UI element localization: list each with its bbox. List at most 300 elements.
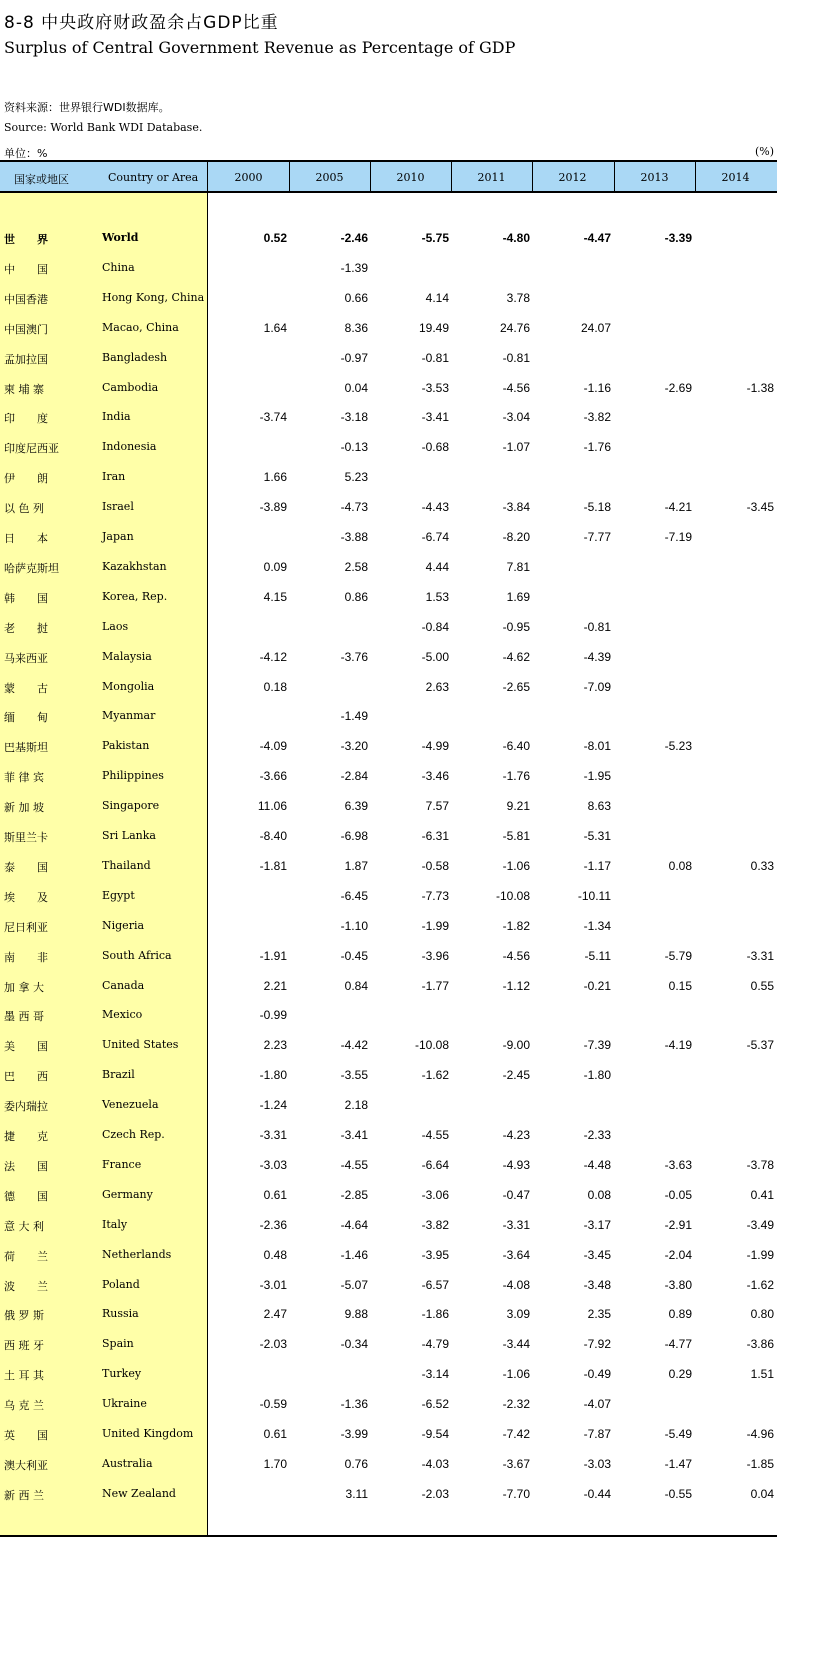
value-cell-2005: -1.39 bbox=[340, 261, 368, 275]
header-year: 2011 bbox=[477, 171, 506, 184]
value-cell-2005: -3.76 bbox=[340, 650, 368, 664]
value-cell-2005: 3.11 bbox=[345, 1487, 368, 1501]
value-cell-2000: -2.36 bbox=[259, 1218, 287, 1232]
value-cell-2012: -7.39 bbox=[583, 1038, 611, 1052]
country-name-cn: 澳大利亚 bbox=[4, 1459, 48, 1472]
table-row bbox=[0, 826, 777, 846]
country-name-en: India bbox=[102, 410, 131, 423]
country-name-cn: 日 本 bbox=[4, 532, 48, 545]
country-name-cn: 法 国 bbox=[4, 1160, 48, 1173]
value-cell-2010: -2.03 bbox=[421, 1487, 449, 1501]
country-name-en: Netherlands bbox=[102, 1248, 172, 1261]
value-cell-2013: -4.77 bbox=[664, 1337, 692, 1351]
country-name-cn: 韩 国 bbox=[4, 592, 48, 605]
value-cell-2000: 0.18 bbox=[263, 680, 287, 694]
country-name-en: Malaysia bbox=[102, 650, 152, 663]
value-cell-2014: -3.78 bbox=[746, 1158, 774, 1172]
country-name-en: Australia bbox=[102, 1457, 153, 1470]
value-cell-2013: 0.08 bbox=[668, 859, 692, 873]
value-cell-2011: -1.07 bbox=[502, 440, 530, 454]
value-cell-2012: -3.17 bbox=[583, 1218, 611, 1232]
value-cell-2010: -4.55 bbox=[421, 1128, 449, 1142]
value-cell-2011: -4.23 bbox=[502, 1128, 530, 1142]
table-row bbox=[0, 1394, 777, 1414]
value-cell-2010: -3.82 bbox=[421, 1218, 449, 1232]
value-cell-2012: -7.09 bbox=[583, 680, 611, 694]
value-cell-2010: -0.58 bbox=[421, 859, 449, 873]
value-cell-2010: 7.57 bbox=[425, 799, 449, 813]
value-cell-2011: -9.00 bbox=[502, 1038, 530, 1052]
value-cell-2013: -3.80 bbox=[664, 1278, 692, 1292]
value-cell-2011: -4.56 bbox=[502, 949, 530, 963]
value-cell-2014: -3.86 bbox=[746, 1337, 774, 1351]
country-name-en: Bangladesh bbox=[102, 351, 168, 364]
table-row bbox=[0, 1185, 777, 1205]
country-name-cn: 中 国 bbox=[4, 263, 48, 276]
country-name-cn: 土 耳 其 bbox=[4, 1369, 44, 1382]
value-cell-2012: -4.47 bbox=[583, 231, 611, 245]
country-name-cn: 伊 朗 bbox=[4, 472, 48, 485]
table-row bbox=[0, 916, 777, 936]
value-cell-2010: -6.52 bbox=[421, 1397, 449, 1411]
value-cell-2013: -2.04 bbox=[664, 1248, 692, 1262]
value-cell-2000: -4.09 bbox=[259, 739, 287, 753]
unit-label-cn: 单位：% bbox=[4, 147, 48, 160]
header-year: 2014 bbox=[721, 171, 750, 184]
source-note-cn: 资料来源：世界银行WDI数据库。 bbox=[4, 101, 170, 114]
value-cell-2005: -3.55 bbox=[340, 1068, 368, 1082]
value-cell-2014: 0.33 bbox=[750, 859, 774, 873]
country-name-cn: 中国香港 bbox=[4, 293, 48, 306]
value-cell-2013: -5.79 bbox=[664, 949, 692, 963]
table-row bbox=[0, 1454, 777, 1474]
value-cell-2012: -7.77 bbox=[583, 530, 611, 544]
value-cell-2000: -0.59 bbox=[259, 1397, 287, 1411]
table-row bbox=[0, 856, 777, 876]
value-cell-2011: 9.21 bbox=[506, 799, 530, 813]
table-title-en: Surplus of Central Government Revenue as Percentage of GDP bbox=[4, 38, 516, 57]
value-cell-2011: -1.12 bbox=[502, 979, 530, 993]
country-name-cn: 新 西 兰 bbox=[4, 1489, 44, 1502]
country-name-cn: 世 界 bbox=[4, 233, 48, 246]
table-row bbox=[0, 407, 777, 427]
value-cell-2011: -3.44 bbox=[502, 1337, 530, 1351]
value-cell-2010: 4.44 bbox=[425, 560, 449, 574]
value-cell-2013: -0.05 bbox=[664, 1188, 692, 1202]
value-cell-2005: 0.66 bbox=[344, 291, 368, 305]
value-cell-2012: 0.08 bbox=[587, 1188, 611, 1202]
country-name-cn: 缅 甸 bbox=[4, 711, 48, 724]
value-cell-2010: -3.96 bbox=[421, 949, 449, 963]
header-country-cn: 国家或地区 bbox=[14, 173, 69, 186]
value-cell-2000: -0.99 bbox=[259, 1008, 287, 1022]
country-name-cn: 墨 西 哥 bbox=[4, 1010, 44, 1023]
value-cell-2000: 0.09 bbox=[263, 560, 287, 574]
country-name-cn: 泰 国 bbox=[4, 861, 48, 874]
value-cell-2013: -5.49 bbox=[664, 1427, 692, 1441]
value-cell-2011: 3.78 bbox=[506, 291, 530, 305]
value-cell-2011: -0.47 bbox=[502, 1188, 530, 1202]
country-name-cn: 加 拿 大 bbox=[4, 981, 44, 994]
country-name-en: Pakistan bbox=[102, 739, 150, 752]
value-cell-2010: -0.84 bbox=[421, 620, 449, 634]
value-cell-2005: -4.42 bbox=[340, 1038, 368, 1052]
value-cell-2000: 11.06 bbox=[257, 799, 287, 813]
value-cell-2012: 2.35 bbox=[587, 1307, 611, 1321]
value-cell-2000: -1.24 bbox=[259, 1098, 287, 1112]
value-cell-2014: 0.04 bbox=[750, 1487, 774, 1501]
country-name-en: Egypt bbox=[102, 889, 135, 902]
country-name-cn: 荷 兰 bbox=[4, 1250, 48, 1263]
value-cell-2014: 1.51 bbox=[750, 1367, 774, 1381]
table-row bbox=[0, 706, 777, 726]
value-cell-2012: -4.48 bbox=[583, 1158, 611, 1172]
value-cell-2012: -8.01 bbox=[583, 739, 611, 753]
country-name-en: United Kingdom bbox=[102, 1427, 194, 1440]
country-name-en: Indonesia bbox=[102, 440, 157, 453]
value-cell-2000: 2.47 bbox=[263, 1307, 287, 1321]
value-cell-2014: -4.96 bbox=[746, 1427, 774, 1441]
value-cell-2012: 24.07 bbox=[580, 321, 611, 335]
value-cell-2010: -4.03 bbox=[421, 1457, 449, 1471]
value-cell-2005: -4.64 bbox=[340, 1218, 368, 1232]
country-name-cn: 美 国 bbox=[4, 1040, 48, 1053]
value-cell-2014: 0.55 bbox=[750, 979, 774, 993]
country-name-cn: 委内瑞拉 bbox=[4, 1100, 48, 1113]
value-cell-2011: -2.45 bbox=[502, 1068, 530, 1082]
country-name-en: Canada bbox=[102, 979, 145, 992]
table-bottom-rule bbox=[0, 1535, 777, 1537]
value-cell-2005: 0.04 bbox=[344, 381, 368, 395]
value-cell-2013: -3.39 bbox=[664, 231, 692, 245]
country-name-cn: 西 班 牙 bbox=[4, 1339, 44, 1352]
value-cell-2012: -3.82 bbox=[583, 410, 611, 424]
value-cell-2005: -1.49 bbox=[340, 709, 368, 723]
value-cell-2012: -4.39 bbox=[583, 650, 611, 664]
value-cell-2000: -3.31 bbox=[259, 1128, 287, 1142]
value-cell-2014: -3.45 bbox=[746, 500, 774, 514]
table-row bbox=[0, 497, 777, 517]
table-row bbox=[0, 228, 777, 248]
value-cell-2005: -2.85 bbox=[340, 1188, 368, 1202]
value-cell-2010: -6.64 bbox=[421, 1158, 449, 1172]
country-name-en: Nigeria bbox=[102, 919, 145, 932]
country-name-cn: 中国澳门 bbox=[4, 323, 48, 336]
header-year: 2005 bbox=[315, 171, 344, 184]
table-row bbox=[0, 1424, 777, 1444]
value-cell-2011: -0.95 bbox=[502, 620, 530, 634]
country-name-cn: 印度尼西亚 bbox=[4, 442, 59, 455]
country-name-cn: 老 挝 bbox=[4, 622, 48, 635]
country-name-en: Israel bbox=[102, 500, 134, 513]
country-name-en: Japan bbox=[102, 530, 134, 543]
value-cell-2005: 0.84 bbox=[344, 979, 368, 993]
value-cell-2005: -3.20 bbox=[340, 739, 368, 753]
value-cell-2010: -4.99 bbox=[421, 739, 449, 753]
value-cell-2005: -3.99 bbox=[340, 1427, 368, 1441]
value-cell-2005: -0.97 bbox=[340, 351, 368, 365]
value-cell-2005: -0.13 bbox=[340, 440, 368, 454]
value-cell-2014: -1.62 bbox=[746, 1278, 774, 1292]
country-name-cn: 乌 克 兰 bbox=[4, 1399, 44, 1412]
value-cell-2000: -3.74 bbox=[259, 410, 287, 424]
value-cell-2005: 2.58 bbox=[344, 560, 368, 574]
value-cell-2011: -4.80 bbox=[502, 231, 530, 245]
country-name-en: Brazil bbox=[102, 1068, 135, 1081]
value-cell-2014: -3.49 bbox=[746, 1218, 774, 1232]
value-cell-2012: -0.44 bbox=[583, 1487, 611, 1501]
country-name-cn: 菲 律 宾 bbox=[4, 771, 44, 784]
header-year: 2013 bbox=[640, 171, 669, 184]
header-country-en: Country or Area bbox=[108, 171, 199, 184]
value-cell-2000: 0.61 bbox=[263, 1188, 287, 1202]
table-row bbox=[0, 557, 777, 577]
value-cell-2011: -2.32 bbox=[502, 1397, 530, 1411]
country-name-en: Laos bbox=[102, 620, 129, 633]
value-cell-2011: -8.20 bbox=[502, 530, 530, 544]
country-name-en: Venezuela bbox=[102, 1098, 159, 1111]
table-row bbox=[0, 1155, 777, 1175]
value-cell-2010: 2.63 bbox=[425, 680, 449, 694]
value-cell-2013: -2.91 bbox=[664, 1218, 692, 1232]
value-cell-2005: -6.45 bbox=[340, 889, 368, 903]
header-year: 2010 bbox=[396, 171, 425, 184]
country-name-en: Hong Kong, China bbox=[102, 291, 205, 304]
value-cell-2012: -7.92 bbox=[583, 1337, 611, 1351]
table-row bbox=[0, 677, 777, 697]
table-row bbox=[0, 1095, 777, 1115]
value-cell-2012: -0.49 bbox=[583, 1367, 611, 1381]
value-cell-2012: -0.21 bbox=[583, 979, 611, 993]
value-cell-2014: -5.37 bbox=[746, 1038, 774, 1052]
value-cell-2011: -2.65 bbox=[502, 680, 530, 694]
value-cell-2000: 1.64 bbox=[263, 321, 287, 335]
table-row bbox=[0, 587, 777, 607]
value-cell-2005: 6.39 bbox=[344, 799, 368, 813]
country-name-en: Kazakhstan bbox=[102, 560, 167, 573]
country-name-cn: 意 大 利 bbox=[4, 1220, 44, 1233]
value-cell-2010: -1.86 bbox=[421, 1307, 449, 1321]
value-cell-2000: -2.03 bbox=[259, 1337, 287, 1351]
country-name-en: Korea, Rep. bbox=[102, 590, 168, 603]
country-name-cn: 俄 罗 斯 bbox=[4, 1309, 44, 1322]
country-name-cn: 新 加 坡 bbox=[4, 801, 44, 814]
table-row bbox=[0, 258, 777, 278]
unit-label-right: (%) bbox=[754, 145, 774, 158]
value-cell-2010: -7.73 bbox=[421, 889, 449, 903]
value-cell-2005: -4.73 bbox=[340, 500, 368, 514]
value-cell-2014: -1.85 bbox=[746, 1457, 774, 1471]
table-row bbox=[0, 1275, 777, 1295]
value-cell-2014: 0.80 bbox=[750, 1307, 774, 1321]
country-name-cn: 埃 及 bbox=[4, 891, 48, 904]
country-name-en: World bbox=[102, 231, 139, 244]
value-cell-2013: 0.89 bbox=[668, 1307, 692, 1321]
value-cell-2010: -0.68 bbox=[421, 440, 449, 454]
value-cell-2011: -1.06 bbox=[502, 1367, 530, 1381]
value-cell-2011: -7.70 bbox=[502, 1487, 530, 1501]
value-cell-2014: -1.99 bbox=[746, 1248, 774, 1262]
value-cell-2010: 1.53 bbox=[425, 590, 449, 604]
value-cell-2012: -1.95 bbox=[583, 769, 611, 783]
table-row bbox=[0, 1005, 777, 1025]
country-name-cn: 以 色 列 bbox=[4, 502, 44, 515]
table-row bbox=[0, 1364, 777, 1384]
value-cell-2013: 0.15 bbox=[668, 979, 692, 993]
value-cell-2005: 5.23 bbox=[344, 470, 368, 484]
country-name-cn: 南 非 bbox=[4, 951, 48, 964]
value-cell-2005: -5.07 bbox=[340, 1278, 368, 1292]
table-row bbox=[0, 946, 777, 966]
value-cell-2005: -3.41 bbox=[340, 1128, 368, 1142]
country-name-en: United States bbox=[102, 1038, 179, 1051]
value-cell-2005: -3.88 bbox=[340, 530, 368, 544]
value-cell-2005: 0.76 bbox=[344, 1457, 368, 1471]
country-name-en: South Africa bbox=[102, 949, 172, 962]
value-cell-2012: -3.03 bbox=[583, 1457, 611, 1471]
value-cell-2011: -4.08 bbox=[502, 1278, 530, 1292]
value-cell-2010: -6.57 bbox=[421, 1278, 449, 1292]
country-name-cn: 捷 克 bbox=[4, 1130, 48, 1143]
value-cell-2011: -4.93 bbox=[502, 1158, 530, 1172]
table-row bbox=[0, 886, 777, 906]
value-cell-2012: -3.45 bbox=[583, 1248, 611, 1262]
value-cell-2013: 0.29 bbox=[668, 1367, 692, 1381]
table-row bbox=[0, 617, 777, 637]
country-name-en: Iran bbox=[102, 470, 126, 483]
table-row bbox=[0, 796, 777, 816]
value-cell-2013: -5.23 bbox=[664, 739, 692, 753]
country-name-en: Singapore bbox=[102, 799, 160, 812]
country-name-en: China bbox=[102, 261, 135, 274]
table-row bbox=[0, 527, 777, 547]
value-cell-2010: -9.54 bbox=[421, 1427, 449, 1441]
header-year: 2000 bbox=[234, 171, 263, 184]
value-cell-2010: -3.95 bbox=[421, 1248, 449, 1262]
country-name-en: Russia bbox=[102, 1307, 139, 1320]
country-name-en: New Zealand bbox=[102, 1487, 176, 1500]
value-cell-2011: -3.31 bbox=[502, 1218, 530, 1232]
country-name-en: France bbox=[102, 1158, 142, 1171]
value-cell-2005: -3.18 bbox=[340, 410, 368, 424]
country-name-en: Cambodia bbox=[102, 381, 159, 394]
value-cell-2010: -1.62 bbox=[421, 1068, 449, 1082]
value-cell-2005: -4.55 bbox=[340, 1158, 368, 1172]
value-cell-2012: -1.17 bbox=[583, 859, 611, 873]
country-name-cn: 马来西亚 bbox=[4, 652, 48, 665]
value-cell-2012: -1.80 bbox=[583, 1068, 611, 1082]
value-cell-2005: 8.36 bbox=[344, 321, 368, 335]
value-cell-2011: -6.40 bbox=[502, 739, 530, 753]
value-cell-2000: 0.61 bbox=[263, 1427, 287, 1441]
table-row bbox=[0, 1065, 777, 1085]
country-name-cn: 柬 埔 寨 bbox=[4, 383, 44, 396]
value-cell-2012: -2.33 bbox=[583, 1128, 611, 1142]
value-cell-2010: 4.14 bbox=[425, 291, 449, 305]
value-cell-2005: -2.46 bbox=[340, 231, 368, 245]
value-cell-2011: 3.09 bbox=[506, 1307, 530, 1321]
table-header bbox=[0, 160, 777, 193]
country-name-en: Mexico bbox=[102, 1008, 143, 1021]
country-name-en: Spain bbox=[102, 1337, 134, 1350]
value-cell-2010: -3.41 bbox=[421, 410, 449, 424]
value-cell-2012: -1.76 bbox=[583, 440, 611, 454]
country-name-cn: 孟加拉国 bbox=[4, 353, 48, 366]
value-cell-2000: -3.01 bbox=[259, 1278, 287, 1292]
value-cell-2011: -7.42 bbox=[502, 1427, 530, 1441]
value-cell-2014: -3.31 bbox=[746, 949, 774, 963]
value-cell-2005: 2.18 bbox=[344, 1098, 368, 1112]
table-row bbox=[0, 1035, 777, 1055]
value-cell-2011: -4.62 bbox=[502, 650, 530, 664]
country-name-en: Sri Lanka bbox=[102, 829, 156, 842]
table-row bbox=[0, 1484, 777, 1504]
value-cell-2011: -3.84 bbox=[502, 500, 530, 514]
value-cell-2005: -1.10 bbox=[340, 919, 368, 933]
value-cell-2005: -1.46 bbox=[340, 1248, 368, 1262]
value-cell-2012: -5.31 bbox=[583, 829, 611, 843]
value-cell-2012: -1.16 bbox=[583, 381, 611, 395]
country-name-cn: 巴 西 bbox=[4, 1070, 48, 1083]
value-cell-2012: -3.48 bbox=[583, 1278, 611, 1292]
value-cell-2010: -1.77 bbox=[421, 979, 449, 993]
value-cell-2011: -1.76 bbox=[502, 769, 530, 783]
value-cell-2010: -3.46 bbox=[421, 769, 449, 783]
value-cell-2012: -1.34 bbox=[583, 919, 611, 933]
table-row bbox=[0, 378, 777, 398]
value-cell-2000: 0.52 bbox=[263, 231, 287, 245]
country-name-cn: 哈萨克斯坦 bbox=[4, 562, 59, 575]
value-cell-2010: -0.81 bbox=[421, 351, 449, 365]
value-cell-2011: 24.76 bbox=[499, 321, 530, 335]
table-row bbox=[0, 647, 777, 667]
country-name-en: Macao, China bbox=[102, 321, 179, 334]
value-cell-2000: -3.03 bbox=[259, 1158, 287, 1172]
country-name-en: Thailand bbox=[102, 859, 151, 872]
table-row bbox=[0, 736, 777, 756]
value-cell-2010: -5.75 bbox=[421, 231, 449, 245]
country-name-en: Poland bbox=[102, 1278, 140, 1291]
value-cell-2011: 7.81 bbox=[506, 560, 530, 574]
country-name-cn: 尼日利亚 bbox=[4, 921, 48, 934]
country-name-en: Mongolia bbox=[102, 680, 155, 693]
value-cell-2000: -1.80 bbox=[259, 1068, 287, 1082]
value-cell-2012: -10.11 bbox=[577, 889, 611, 903]
table-row bbox=[0, 766, 777, 786]
value-cell-2010: -3.53 bbox=[421, 381, 449, 395]
value-cell-2011: -10.08 bbox=[495, 889, 530, 903]
value-cell-2005: -0.34 bbox=[340, 1337, 368, 1351]
value-cell-2005: -0.45 bbox=[340, 949, 368, 963]
table-row bbox=[0, 1245, 777, 1265]
value-cell-2012: -5.11 bbox=[584, 949, 611, 963]
value-cell-2000: -8.40 bbox=[259, 829, 287, 843]
value-cell-2010: 19.49 bbox=[418, 321, 449, 335]
table-row bbox=[0, 348, 777, 368]
value-cell-2011: -3.04 bbox=[502, 410, 530, 424]
value-cell-2010: -4.79 bbox=[421, 1337, 449, 1351]
value-cell-2014: -1.38 bbox=[746, 381, 774, 395]
value-cell-2013: -4.19 bbox=[664, 1038, 692, 1052]
value-cell-2011: -1.82 bbox=[502, 919, 530, 933]
header-year: 2012 bbox=[558, 171, 587, 184]
source-note-en: Source: World Bank WDI Database. bbox=[4, 121, 203, 134]
value-cell-2000: -3.89 bbox=[259, 500, 287, 514]
value-cell-2012: -5.18 bbox=[583, 500, 611, 514]
value-cell-2000: 2.21 bbox=[263, 979, 287, 993]
value-cell-2011: -3.64 bbox=[502, 1248, 530, 1262]
table-row bbox=[0, 1125, 777, 1145]
